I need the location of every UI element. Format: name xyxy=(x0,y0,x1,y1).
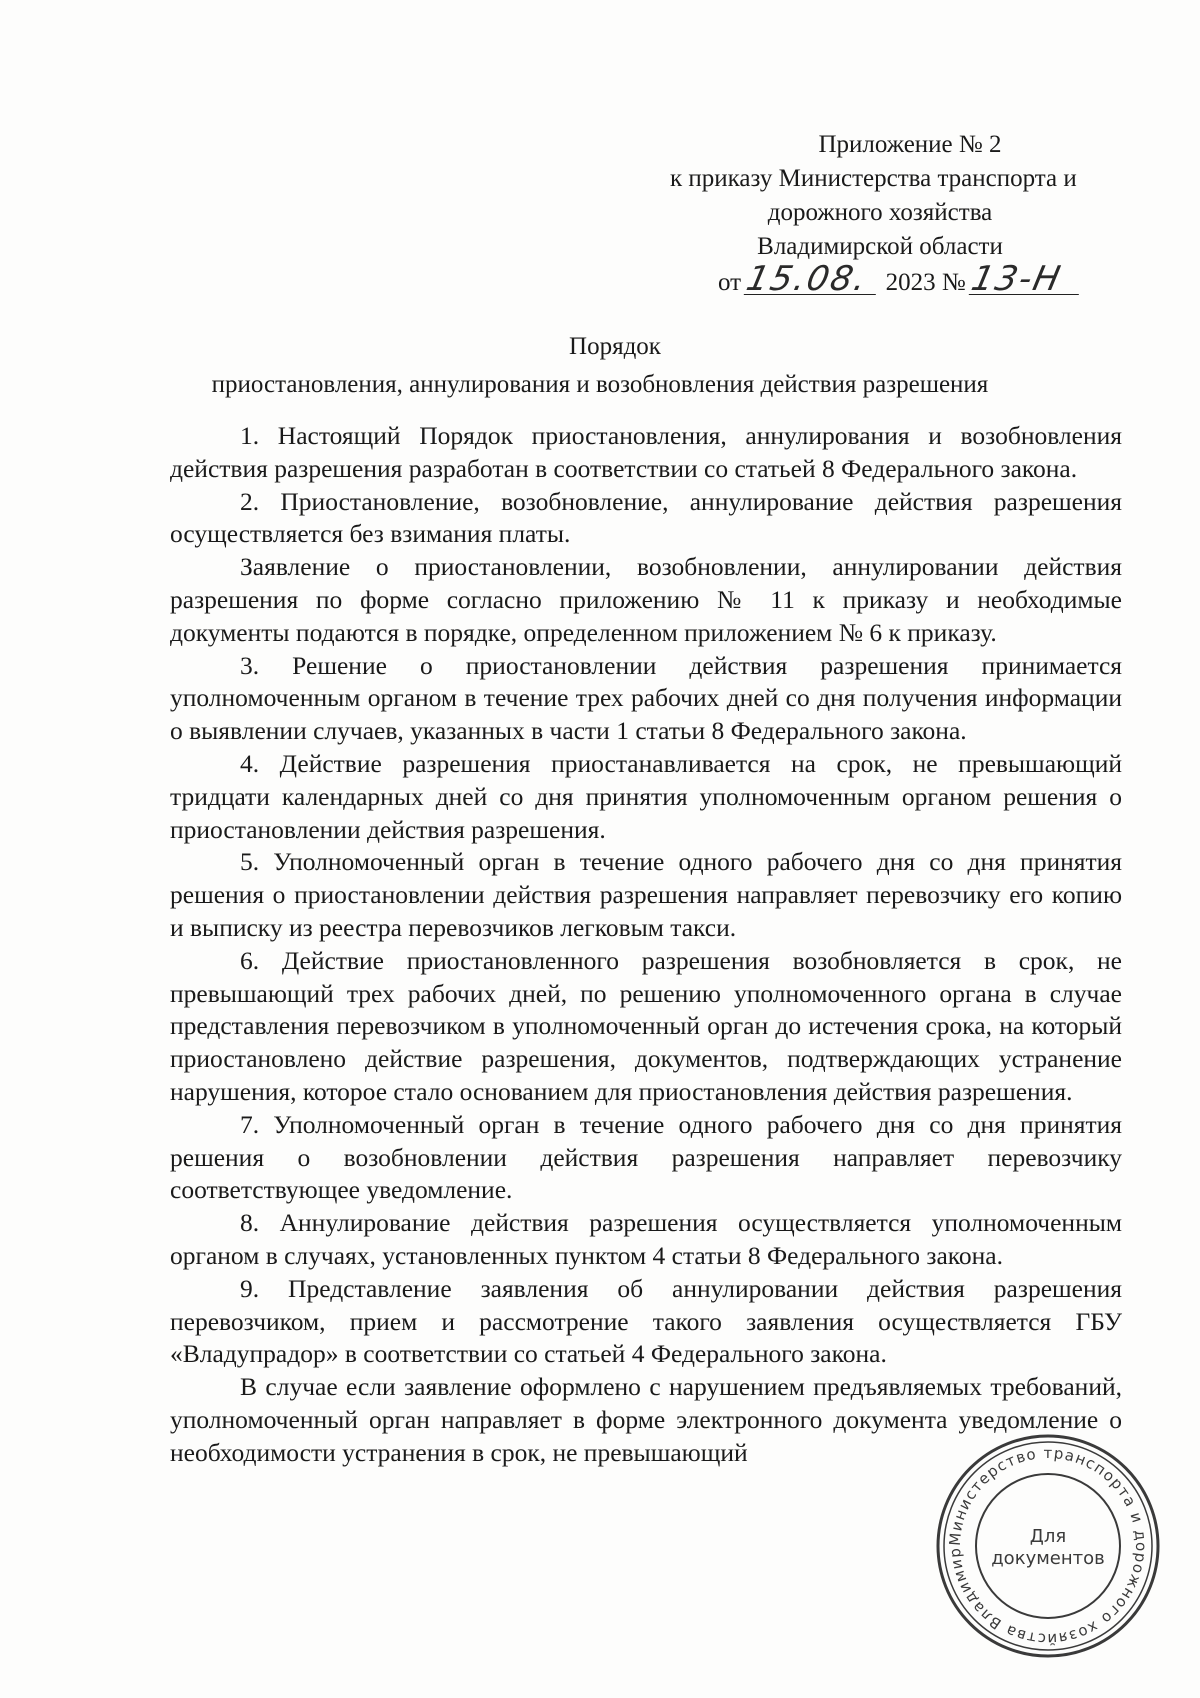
stamp-seal-icon xyxy=(932,1430,1164,1662)
paragraph-5: 5. Уполномоченный орган в течение одного рабочего дня со дня принятия решения о приостановлении действия разрешения направляет перевозчику его копию и выписку из реестра перевозчиков легковым такси. xyxy=(170,847,1122,942)
appendix-order-ref: к приказу Министерства транспорта и xyxy=(670,165,1077,192)
appendix-region: Владимирской области xyxy=(757,233,1003,260)
stamp-center-line1: Для xyxy=(1029,1526,1067,1547)
paragraph-7: 7. Уполномоченный орган в течение одного рабочего дня со дня принятия решения о возобновлении действия разрешения направляет перевозчику соответствующее уведомление. xyxy=(170,1109,1122,1205)
handwritten-date: 15.08. xyxy=(744,264,883,295)
paragraph-1: 1. Настоящий Порядок приостановления, аннулирования и возобновления действия разрешения разработан в соответствии со статьей 8 Федерального закона. xyxy=(170,421,1122,483)
paragraph-4: 4. Действие разрешения приостанавливается на срок, не превышающий тридцати календарных дней со дня принятия уполномоченным органом решения о приостановлении действия разрешения. xyxy=(170,748,1122,844)
paragraph-3: 3. Решение о приостановлении действия разрешения принимается уполномоченным органом в течение трех рабочих дней со дня получения информации о выявлении случаев, указанных в части 1 статьи 8 Федерального закона. xyxy=(170,650,1122,746)
handwritten-number: 13-Н xyxy=(969,264,1086,295)
title-subheading: приостановления, аннулирования и возобновления действия разрешения xyxy=(211,371,989,398)
paragraph-6: 6. Действие приостановленного разрешения возобновляется в срок, не превышающий трех рабочих дней, по решению уполномоченного органа в случае представления перевозчиком в уполномоченный орган до истечения срока, на который приостановлено действие разрешения, документов, подтверждающих устранение нарушения, которое стало основанием для приостановления действия разрешения. xyxy=(170,945,1122,1106)
official-stamp xyxy=(932,1430,1164,1662)
paragraph-9: 9. Представление заявления об аннулировании действия разрешения перевозчиком, прием и рассмотрение такого заявления осуществляется ГБУ «Владупрадор» в соответствии со статьей 4 Федерального закона. xyxy=(170,1273,1122,1369)
title-heading: Порядок xyxy=(569,333,661,360)
paragraph-8: 8. Аннулирование действия разрешения осуществляется уполномоченным органом в случаях, установленных пунктом 4 статьи 8 Федерального закона. xyxy=(170,1208,1122,1270)
date-year: 2023 № xyxy=(885,269,966,296)
date-prefix: от xyxy=(718,269,742,296)
appendix-ministry: дорожного хозяйства xyxy=(767,199,993,226)
paragraph-9-violation: В случае если заявление оформлено с нарушением предъявляемых требований, уполномоченный орган направляет в форме электронного документа уведомление о необходимости устранения в срок, не превышающий xyxy=(170,1372,1122,1467)
appendix-title: Приложение № 2 xyxy=(818,131,1002,158)
appendix-header xyxy=(600,128,1160,300)
stamp-ring-text: Министерство транспорта и дорожного хозяйства Владимир xyxy=(945,1443,1151,1649)
paragraph-2: 2. Приостановление, возобновление, аннулирование действия разрешения осуществляется без взимания платы. xyxy=(170,486,1122,549)
appendix-date-line xyxy=(600,259,1160,300)
document-title xyxy=(0,328,1200,404)
paragraph-2-application: Заявление о приостановлении, возобновлении, аннулировании действия разрешения по форме согласно приложению № 11 к приказу и необходимые документы подаются в порядке, определенном приложением № 6 к приказу. xyxy=(170,552,1122,647)
document-body xyxy=(170,420,1122,1470)
stamp-center-line2: документов xyxy=(991,1548,1105,1569)
